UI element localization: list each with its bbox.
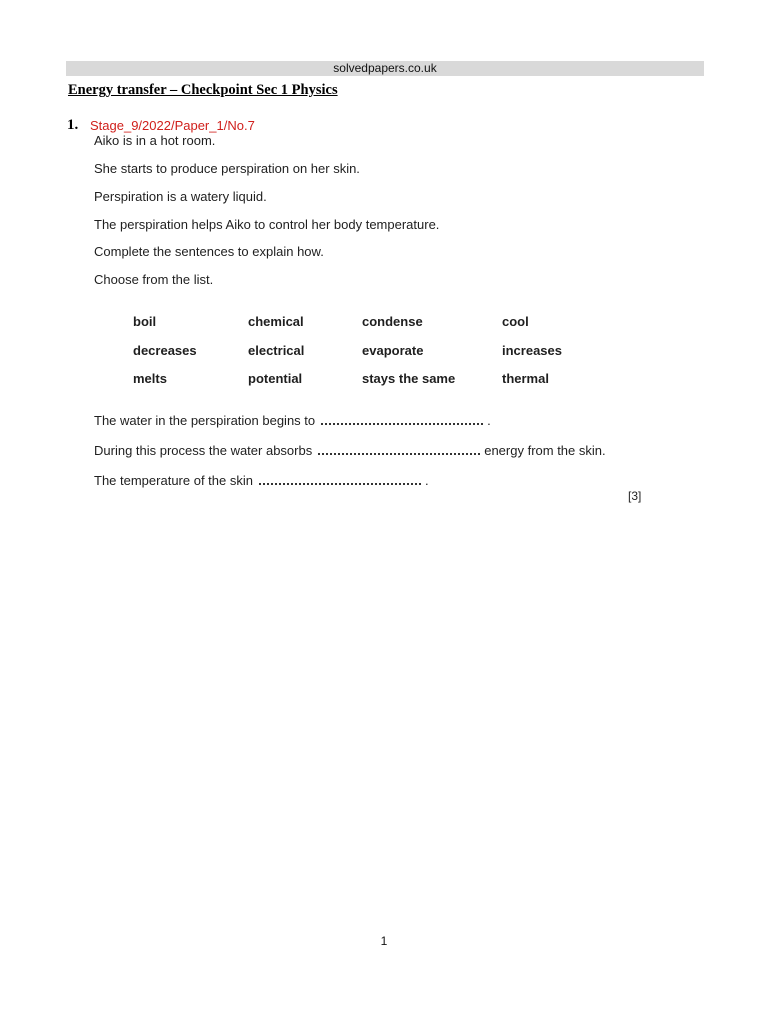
question-line: Perspiration is a watery liquid. xyxy=(94,189,267,204)
fill-in-sentence xyxy=(94,473,429,488)
word-list-item: decreases xyxy=(133,343,197,358)
sentence-text: The water in the perspiration begins to xyxy=(94,413,316,428)
word-list-item: increases xyxy=(502,343,562,358)
word-list-item: boil xyxy=(133,314,157,329)
answer-blank[interactable] xyxy=(318,443,480,455)
question-line: Aiko is in a hot room. xyxy=(94,133,216,148)
question-line: The perspiration helps Aiko to control her body temperature. xyxy=(94,217,440,232)
answer-blank[interactable] xyxy=(259,473,421,485)
sentence-text: During this process the water absorbs xyxy=(94,443,313,458)
question-reference: Stage_9/2022/Paper_1/No.7 xyxy=(90,118,255,133)
fill-in-sentence xyxy=(94,413,491,428)
question-line: She starts to produce perspiration on her skin. xyxy=(94,161,360,176)
word-list-item: evaporate xyxy=(362,343,424,358)
question-line: Choose from the list. xyxy=(94,272,214,287)
word-list-item: potential xyxy=(248,371,303,386)
sentence-text: . xyxy=(424,473,429,488)
document-title: Energy transfer – Checkpoint Sec 1 Physics xyxy=(68,82,338,98)
answer-blank[interactable] xyxy=(321,413,483,425)
word-list-item: melts xyxy=(133,371,167,386)
word-list-item: chemical xyxy=(248,314,304,329)
word-list-item: stays the same xyxy=(362,371,456,386)
word-list-item: condense xyxy=(362,314,423,329)
sentence-text: . xyxy=(487,413,491,428)
sentence-text: The temperature of the skin xyxy=(94,473,253,488)
word-list-item: thermal xyxy=(502,371,549,386)
site-header-bar: solvedpapers.co.uk xyxy=(66,61,704,76)
page-number: 1 xyxy=(380,934,388,948)
word-list-item: cool xyxy=(502,314,529,329)
question-line: Complete the sentences to explain how. xyxy=(94,244,324,259)
question-number: 1. xyxy=(67,117,79,133)
sentence-text: energy from the skin. xyxy=(484,443,606,458)
marks-label: [3] xyxy=(628,489,642,503)
fill-in-sentence xyxy=(94,443,606,458)
word-list-item: electrical xyxy=(248,343,305,358)
